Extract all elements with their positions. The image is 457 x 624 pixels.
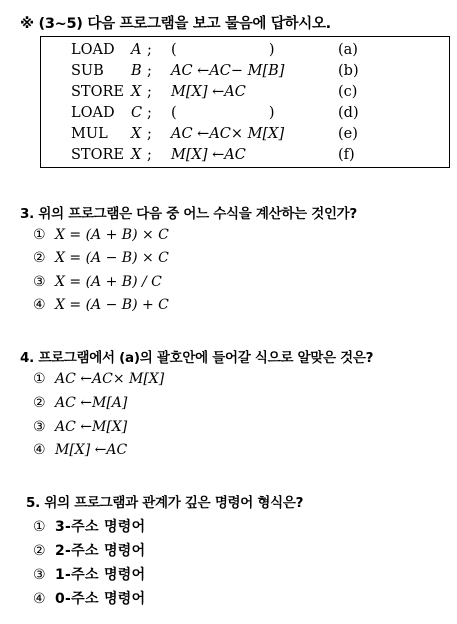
- option[interactable]: [33, 274, 162, 290]
- question-5-title: 5. 위의 프로그램과 관계가 깊은 명령어 형식은?: [26, 495, 304, 511]
- option-text: X = (A + B) × C: [55, 227, 169, 243]
- option-number: ④: [33, 591, 46, 607]
- separator: ;: [147, 84, 152, 100]
- separator: ;: [147, 105, 152, 121]
- row-marker: (b): [338, 63, 359, 79]
- option[interactable]: [33, 419, 127, 435]
- option-number: ③: [33, 419, 46, 435]
- program-row: [41, 84, 449, 105]
- option[interactable]: [33, 227, 169, 243]
- separator: ;: [147, 42, 152, 58]
- option-number: ④: [33, 297, 46, 313]
- option-text: AC ←M[X]: [55, 419, 128, 435]
- separator: ;: [147, 63, 152, 79]
- option-number: ①: [33, 227, 46, 243]
- option-number: ②: [33, 543, 46, 559]
- program-row: [41, 42, 449, 63]
- option-text: 0-주소 명령어: [55, 591, 146, 607]
- option-number: ④: [33, 442, 46, 458]
- blank-expression: ( ): [171, 42, 275, 58]
- opcode: SUB: [71, 63, 104, 79]
- expression: M[X] ←AC: [171, 84, 246, 100]
- expression: AC ←AC− M[B]: [171, 63, 285, 79]
- option[interactable]: [33, 588, 145, 608]
- question-3-title: 3. 위의 프로그램은 다음 중 어느 수식을 계산하는 것인가?: [20, 206, 357, 222]
- option[interactable]: [33, 540, 145, 560]
- opcode: STORE: [71, 147, 124, 163]
- option[interactable]: [33, 371, 164, 387]
- blank-expression: ( ): [171, 105, 275, 121]
- section-header: ※ (3~5) 다음 프로그램을 보고 물음에 답하시오.: [20, 16, 331, 32]
- option-text: M[X] ←AC: [55, 442, 128, 458]
- separator: ;: [147, 126, 152, 142]
- option-text: X = (A + B) / C: [55, 274, 162, 290]
- option-number: ②: [33, 250, 46, 266]
- opcode: STORE: [71, 84, 124, 100]
- option[interactable]: [33, 395, 127, 411]
- opcode: LOAD: [71, 105, 115, 121]
- expression: M[X] ←AC: [171, 147, 246, 163]
- option[interactable]: [33, 250, 169, 266]
- expression: AC ←AC× M[X]: [171, 126, 285, 142]
- operand: B: [131, 63, 142, 79]
- operand: X: [131, 84, 142, 100]
- option-number: ③: [33, 274, 46, 290]
- option-text: 1-주소 명령어: [55, 567, 146, 583]
- operand: X: [131, 126, 142, 142]
- option-number: ③: [33, 567, 46, 583]
- option-number: ①: [33, 519, 46, 535]
- operand: X: [131, 147, 142, 163]
- row-marker: (e): [338, 126, 358, 142]
- option-text: AC ←AC× M[X]: [55, 371, 165, 387]
- separator: ;: [147, 147, 152, 163]
- option-number: ②: [33, 395, 46, 411]
- program-row: [41, 147, 449, 168]
- option-text: 3-주소 명령어: [55, 519, 146, 535]
- option-number: ①: [33, 371, 46, 387]
- option[interactable]: [33, 442, 127, 458]
- program-row: [41, 126, 449, 147]
- operand: A: [131, 42, 142, 58]
- option-text: X = (A − B) + C: [55, 297, 169, 313]
- program-row: [41, 63, 449, 84]
- operand: C: [131, 105, 143, 121]
- row-marker: (f): [338, 147, 355, 163]
- row-marker: (d): [338, 105, 359, 121]
- option-text: 2-주소 명령어: [55, 543, 146, 559]
- row-marker: (c): [338, 84, 358, 100]
- option[interactable]: [33, 297, 169, 313]
- program-row: [41, 105, 449, 126]
- row-marker: (a): [338, 42, 358, 58]
- question-4-title: 4. 프로그램에서 (a)의 괄호안에 들어갈 식으로 알맞은 것은?: [20, 350, 374, 366]
- program-box: [40, 36, 450, 168]
- opcode: LOAD: [71, 42, 115, 58]
- option[interactable]: [33, 564, 145, 584]
- option-text: X = (A − B) × C: [55, 250, 169, 266]
- option-text: AC ←M[A]: [55, 395, 128, 411]
- option[interactable]: [33, 516, 145, 536]
- opcode: MUL: [71, 126, 108, 142]
